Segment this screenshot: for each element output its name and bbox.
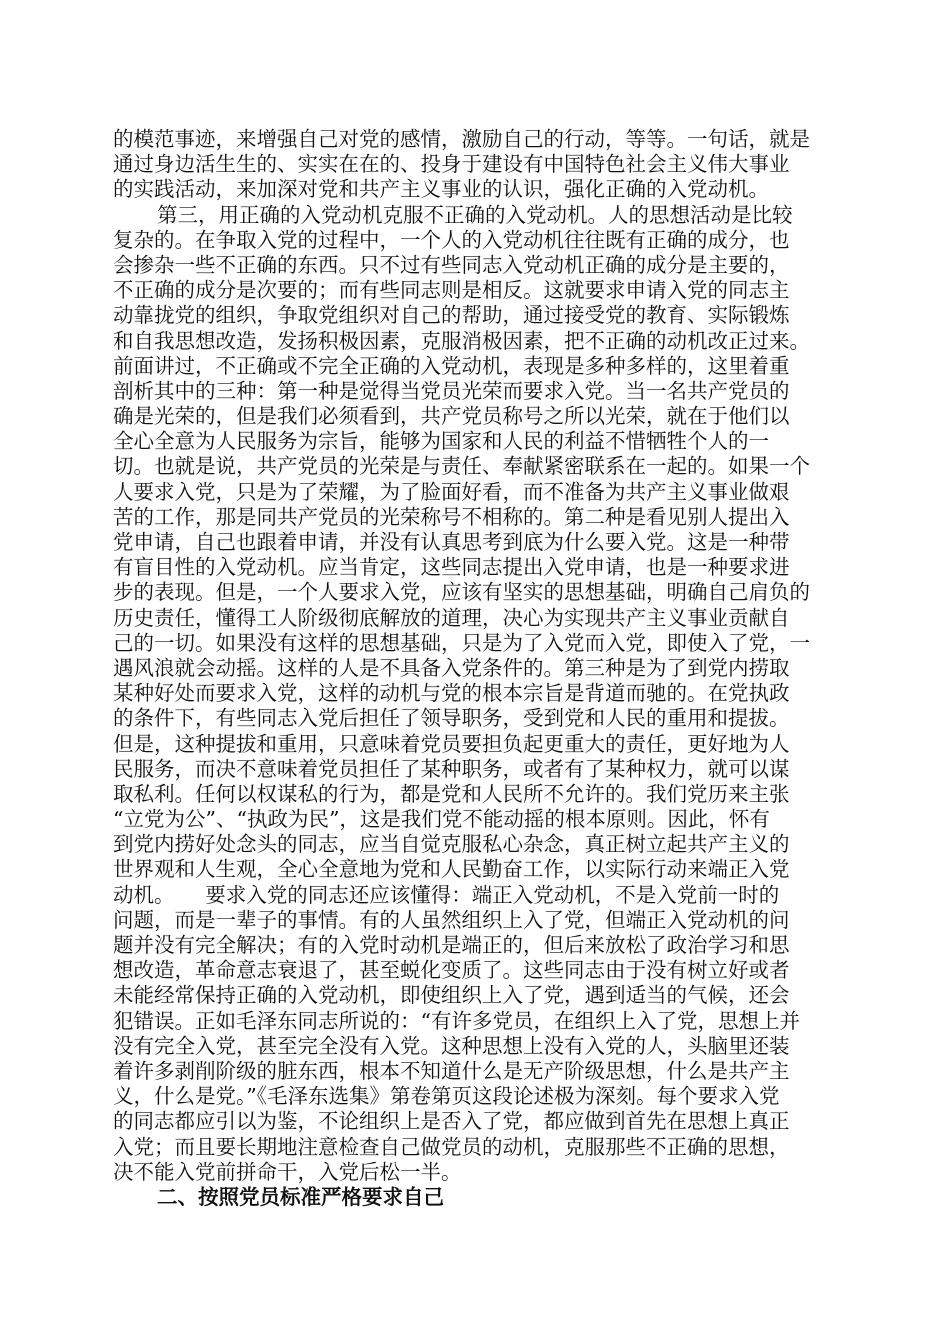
text-line: 不正确的成分是次要的；而有些同志则是相反。这就要求申请入党的同志主 xyxy=(113,278,790,303)
text-line: 动机。 要求入党的同志还应该懂得：端正入党动机，不是入党前一时的 xyxy=(113,882,780,907)
text-line: 未能经常保持正确的入党动机，即使组织上入了党，遇到适当的气候，还会 xyxy=(113,983,790,1008)
text-line: 犯错误。正如毛泽东同志所说的：“有许多党员，在组织上入了党，思想上并 xyxy=(113,1008,800,1033)
text-line: 但是，这种提拔和重用，只意味着党员要担负起更重大的责任，更好地为人 xyxy=(113,731,790,756)
text-line: 复杂的。在争取入党的过程中，一个人的入党动机往往既有正确的成分，也 xyxy=(113,227,790,252)
text-line: 题并没有完全解决；有的入党时动机是端正的，但后来放松了政治学习和思 xyxy=(113,933,790,957)
text-line: 人要求入党，只是为了荣耀，为了脸面好看，而不准备为共产主义事业做艰 xyxy=(113,479,790,504)
text-line: 会掺杂一些不正确的东西。只不过有些同志入党动机正确的成分是主要的， xyxy=(113,252,790,277)
text-line: 没有完全入党，甚至完全没有入党。这种思想上没有入党的人，头脑里还装 xyxy=(113,1033,790,1058)
text-line: 问题，而是一辈子的事情。有的人虽然组织上入了党，但端正入党动机的问 xyxy=(113,907,790,932)
text-line: 的模范事迹，来增强自己对党的感情，激励自己的行动，等等。一句话，就是 xyxy=(113,127,810,151)
text-line: 入党；而且要长期地注意检查自己做党员的动机，克服那些不正确的思想， xyxy=(113,1134,790,1159)
text-line: 某种好处而要求入党，这样的动机与党的根本宗旨是背道而驰的。在党执政 xyxy=(113,681,790,706)
text-line: 想改造，革命意志衰退了，甚至蜕化变质了。这些同志由于没有树立好或者 xyxy=(113,958,790,983)
text-line: 世界观和人生观，全心全意地为党和人民勤奋工作，以实际行动来端正入党 xyxy=(113,857,790,882)
text-line: 剖析其中的三种：第一种是觉得当党员光荣而要求入党。当一名共产党员的 xyxy=(113,378,790,403)
paragraph-start-line: 第三，用正确的入党动机克服不正确的入党动机。人的思想活动是比较 xyxy=(157,202,793,227)
text-line: 义，什么是党。”《毛泽东选集》第卷第页这段论述极为深刻。每个要求入党 xyxy=(113,1084,780,1109)
text-line: 确是光荣的，但是我们必须看到，共产党员称号之所以光荣，就在于他们以 xyxy=(113,404,790,429)
text-line: 历史责任，懂得工人阶级彻底解放的道理，决心为实现共产主义事业贡献自 xyxy=(113,605,790,630)
text-line: 决不能入党前拼命干，入党后松一半。 xyxy=(113,1159,462,1184)
text-line: 的同志都应引以为鉴，不论组织上是否入了党，都应做到首先在思想上真正 xyxy=(113,1109,790,1134)
text-line: 遇风浪就会动摇。这样的人是不具备入党条件的。第三种是为了到党内捞取 xyxy=(113,655,790,680)
text-line: 取私利。任何以权谋私的行为，都是党和人民所不允许的。我们党历来主张 xyxy=(113,781,790,806)
text-line: 苦的工作，那是同共产党员的光荣称号不相称的。第二种是看见别人提出入 xyxy=(113,504,790,529)
text-line: 党申请，自己也跟着申请，并没有认真思考到底为什么要入党。这是一种带 xyxy=(113,530,790,554)
text-line: 切。也就是说，共产党员的光荣是与责任、奉献紧密联系在一起的。如果一个 xyxy=(113,454,810,479)
text-line: 步的表现。但是，一个人要求入党，应该有坚实的思想基础，明确自己肩负的 xyxy=(113,580,810,605)
text-line: 动靠拢党的组织，争取党组织对自己的帮助，通过接受党的教育、实际锻炼 xyxy=(113,303,790,328)
text-line: 己的一切。如果没有这样的思想基础，只是为了入党而入党，即使入了党，一 xyxy=(113,630,810,655)
text-line: 全心全意为人民服务为宗旨，能够为国家和人民的利益不惜牺牲个人的一 xyxy=(113,429,769,454)
section-heading: 二、按照党员标准严格要求自己 xyxy=(157,1184,444,1209)
text-line: “立党为公”、“执政为民”，这是我们党不能动摇的根本原则。因此，怀有 xyxy=(113,807,770,832)
text-line: 通过身边活生生的、实实在在的、投身于建设有中国特色社会主义伟大事业 xyxy=(113,152,790,177)
text-line: 和自我思想改造，发扬积极因素，克服消极因素，把不正确的动机改正过来。 xyxy=(113,328,810,353)
text-line: 的条件下，有些同志入党后担任了领导职务，受到党和人民的重用和提拔。 xyxy=(113,706,790,731)
text-line: 着许多剥削阶级的脏东西，根本不知道什么是无产阶级思想，什么是共产主 xyxy=(113,1058,790,1083)
text-line: 到党内捞好处念头的同志，应当自觉克服私心杂念，真正树立起共产主义的 xyxy=(113,832,790,857)
text-line: 前面讲过，不正确或不完全正确的入党动机，表现是多种多样的，这里着重 xyxy=(113,353,790,378)
text-line: 的实践活动，来加深对党和共产主义事业的认识，强化正确的入党动机。 xyxy=(113,177,769,202)
text-line: 民服务，而决不意味着党员担任了某种职务，或者有了某种权力，就可以谋 xyxy=(113,756,790,781)
text-line: 有盲目性的入党动机。应当肯定，这些同志提出入党申请，也是一种要求进 xyxy=(113,555,790,580)
document-body xyxy=(113,127,838,1210)
